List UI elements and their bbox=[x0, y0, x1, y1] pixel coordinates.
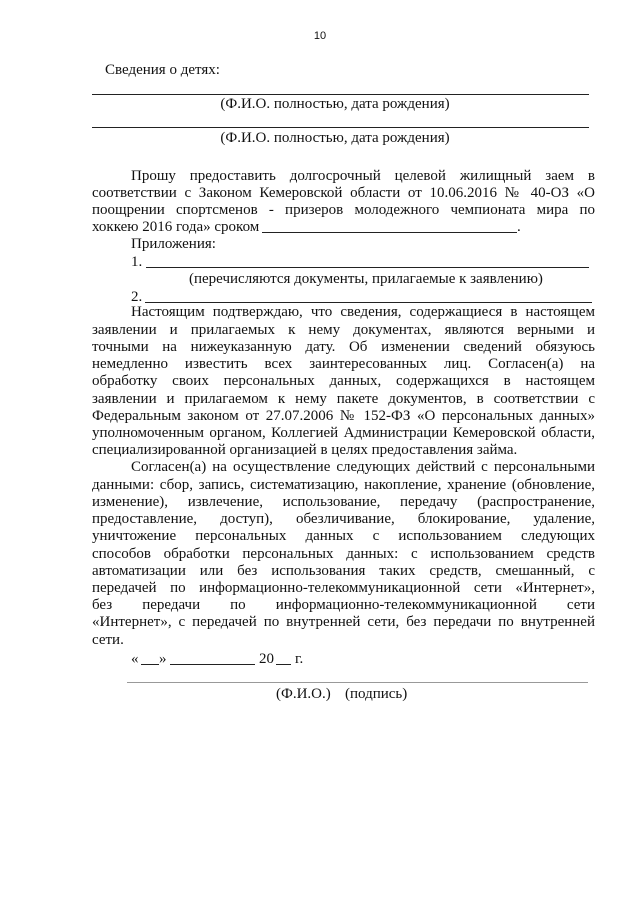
child2-caption: (Ф.И.О. полностью, дата рождения) bbox=[220, 130, 450, 146]
request-line-3: поощрении спортсменов - призеров молодежного чемпионата мира по bbox=[92, 202, 595, 218]
attachments-title: Приложения: bbox=[131, 236, 216, 252]
confirm-line-9: специализированной организацией в целях предоставления займа. bbox=[92, 442, 518, 458]
attachment-item-1: 1. bbox=[131, 254, 143, 270]
confirm-line-1: Настоящим подтверждаю, что сведения, содержащиеся в настоящем bbox=[131, 304, 595, 320]
date-close-quote: » bbox=[159, 651, 167, 667]
signature-line bbox=[127, 682, 588, 683]
date-year-prefix: 20 bbox=[259, 651, 274, 667]
consent-line-10: «Интернет», с передачей по внутренней сети, без передачи по внутренней bbox=[92, 614, 595, 630]
page-number: 10 bbox=[313, 30, 327, 42]
consent-line-6: способов обработки персональных данных: с использованием средств bbox=[92, 546, 595, 562]
term-line bbox=[262, 232, 517, 233]
confirm-line-2: заявлении и прилагаемых к нему документах, являются верными и bbox=[92, 322, 595, 338]
consent-line-1: Согласен(а) на осуществление следующих действий с персональными bbox=[131, 459, 595, 475]
confirm-line-7: Федеральным законом от 27.07.2006 № 152-ФЗ «О персональных данных» bbox=[92, 408, 595, 424]
signature-sign: (подпись) bbox=[345, 686, 408, 702]
confirm-line-5: обработку своих персональных данных, содержащихся в настоящем bbox=[92, 373, 595, 389]
child1-line bbox=[92, 94, 589, 95]
confirm-line-3: точными на нижеуказанную дату. Об изменении сведений обязуюсь bbox=[92, 339, 595, 355]
date-open-quote: « bbox=[131, 651, 139, 667]
consent-line-5: уничтожение персональных данных с использованием следующих bbox=[92, 528, 595, 544]
request-period: . bbox=[517, 219, 521, 235]
child2-line bbox=[92, 127, 589, 128]
consent-line-8: передачей по информационно-телекоммуникационной сети «Интернет», bbox=[92, 580, 595, 596]
consent-line-4: предоставление, доступ), обезличивание, блокирование, удаление, bbox=[92, 511, 595, 527]
date-year-line bbox=[276, 664, 291, 665]
date-year-suffix: г. bbox=[295, 651, 304, 667]
child1-caption: (Ф.И.О. полностью, дата рождения) bbox=[220, 96, 450, 112]
consent-line-3: изменение), извлечение, использование, передачу (распространение, bbox=[92, 494, 595, 510]
request-line-4: хоккею 2016 года» сроком bbox=[92, 219, 260, 235]
consent-line-11: сети. bbox=[92, 632, 124, 648]
consent-line-9: без передачи по информационно-телекоммуникационной сети bbox=[92, 597, 595, 613]
attachment-item-2: 2. bbox=[131, 289, 143, 305]
consent-line-2: данными: сбор, запись, систематизацию, накопление, хранение (обновление, bbox=[92, 477, 595, 493]
date-month-line bbox=[170, 664, 255, 665]
attachment-line-2 bbox=[145, 302, 592, 303]
date-day-line bbox=[141, 664, 159, 665]
confirm-line-6: заявлении и прилагаемом к нему пакете документов, в соответствии с bbox=[92, 391, 595, 407]
request-line-1: Прошу предоставить долгосрочный целевой жилищный заем в bbox=[131, 168, 595, 184]
attachment-line-1 bbox=[146, 267, 589, 268]
children-title: Сведения о детях: bbox=[105, 62, 220, 78]
request-line-2: соответствии с Законом Кемеровской области от 10.06.2016 № 40-ОЗ «О bbox=[92, 185, 595, 201]
confirm-line-8: уполномоченным органом, Коллегией Администрации Кемеровской области, bbox=[92, 425, 595, 441]
signature-fio: (Ф.И.О.) bbox=[276, 686, 331, 702]
consent-line-7: автоматизации или без использования таких средств, смешанный, с bbox=[92, 563, 595, 579]
confirm-line-4: немедленно известить всех заинтересованных лиц. Согласен(а) на bbox=[92, 356, 595, 372]
attachments-caption: (перечисляются документы, прилагаемые к заявлению) bbox=[189, 271, 543, 287]
